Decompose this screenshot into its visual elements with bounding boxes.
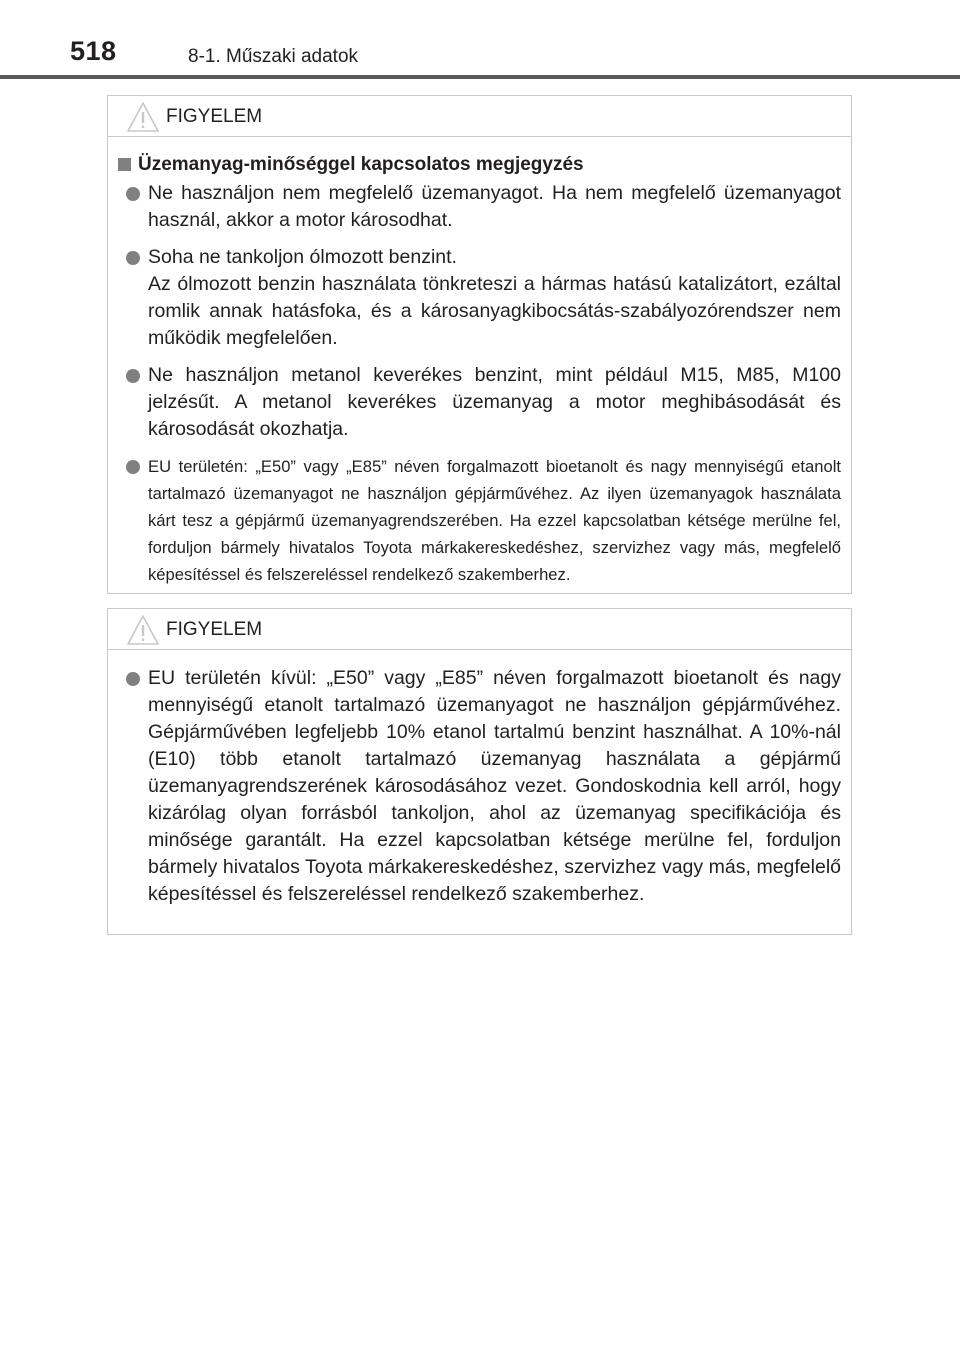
warning-item [116,665,841,908]
warning-triangle-icon [126,614,160,646]
section-title: 8-1. Műszaki adatok [188,46,359,67]
warning-item-text: EU területén: „E50” vagy „E85” néven forgalmazott bioetanolt és nagy mennyiségű etanolt tartalmazó üzemanyagot ne használjon gépjárművéhez. Az ilyen üzemanyagok használata kárt tesz a gépjármű üzemanyagrendszerében. Ha ezzel kapcsolatban kétsége merülne fel, forduljon bármely hivatalos Toyota márkakereskedéshez, szervizhez vagy más, megfelelő képesítéssel és felszereléssel rendelkező szakemberhez. [148,457,841,584]
warning-item [116,362,841,443]
warning-triangle-icon [126,101,160,133]
warning-label: FIGYELEM [166,106,263,127]
warning-box-fuel-quality [107,95,852,594]
warning-header [108,96,851,137]
warning-item [116,453,841,588]
bullet-dot-icon [126,672,140,686]
warning-body [108,151,851,588]
warning-header [108,609,851,650]
warning-subheading [116,151,841,178]
warning-body [108,650,851,908]
warning-item-text: Ne használjon metanol keverékes benzint, mint például M15, M85, M100 jelzésűt. A metanol keverékes üzemanyag a motor meghibásodását és károsodását okozhatja. [148,364,841,440]
square-bullet-icon [118,158,131,171]
warning-item-text: Soha ne tankoljon ólmozott benzint. [148,246,457,268]
page-header [0,0,960,80]
bullet-dot-icon [126,187,140,201]
header-rule [0,75,960,79]
warning-item-text: Ne használjon nem megfelelő üzemanyagot. Ha nem megfelelő üzemanyagot használ, akkor a motor károsodhat. [148,182,841,231]
warning-item-text: Az ólmozott benzin használata tönkreteszi a hármas hatású katalizátort, ezáltal romlik annak hatásfoka, és a károsanyagkibocsátás-szabályozórendszer nem működik megfelelően. [148,273,841,349]
warning-item [116,244,841,271]
bullet-dot-icon [126,251,140,265]
bullet-dot-icon [126,460,140,474]
page-number: 518 [70,36,117,66]
bullet-dot-icon [126,369,140,383]
warning-item-continuation [116,271,841,352]
warning-item-text: EU területén kívül: „E50” vagy „E85” néven forgalmazott bioetanolt és nagy mennyiségű etanolt tartalmazó üzemanyagot ne használjon gépjárművéhez. Gépjárművében legfeljebb 10% etanol tartalmú benzint használhat. A 10%-nál (E10) több etanolt tartalmazó üzemanyag használata a gépjármű üzemanyagrendszerének károsodásához vezet. Gondoskodnia kell arról, hogy kizárólag olyan forrásból tankoljon, ahol az üzemanyag specifikációja és minősége garantált. Ha ezzel kapcsolatban kétsége merülne fel, forduljon bármely hivatalos Toyota márkakereskedéshez, szervizhez vagy más, megfelelő képesítéssel és felszereléssel rendelkező szakemberhez. [148,667,841,905]
subheading-text: Üzemanyag-minőséggel kapcsolatos megjegyzés [138,154,584,175]
warning-label: FIGYELEM [166,619,263,640]
warning-item [116,180,841,234]
warning-box-ethanol [107,608,852,935]
